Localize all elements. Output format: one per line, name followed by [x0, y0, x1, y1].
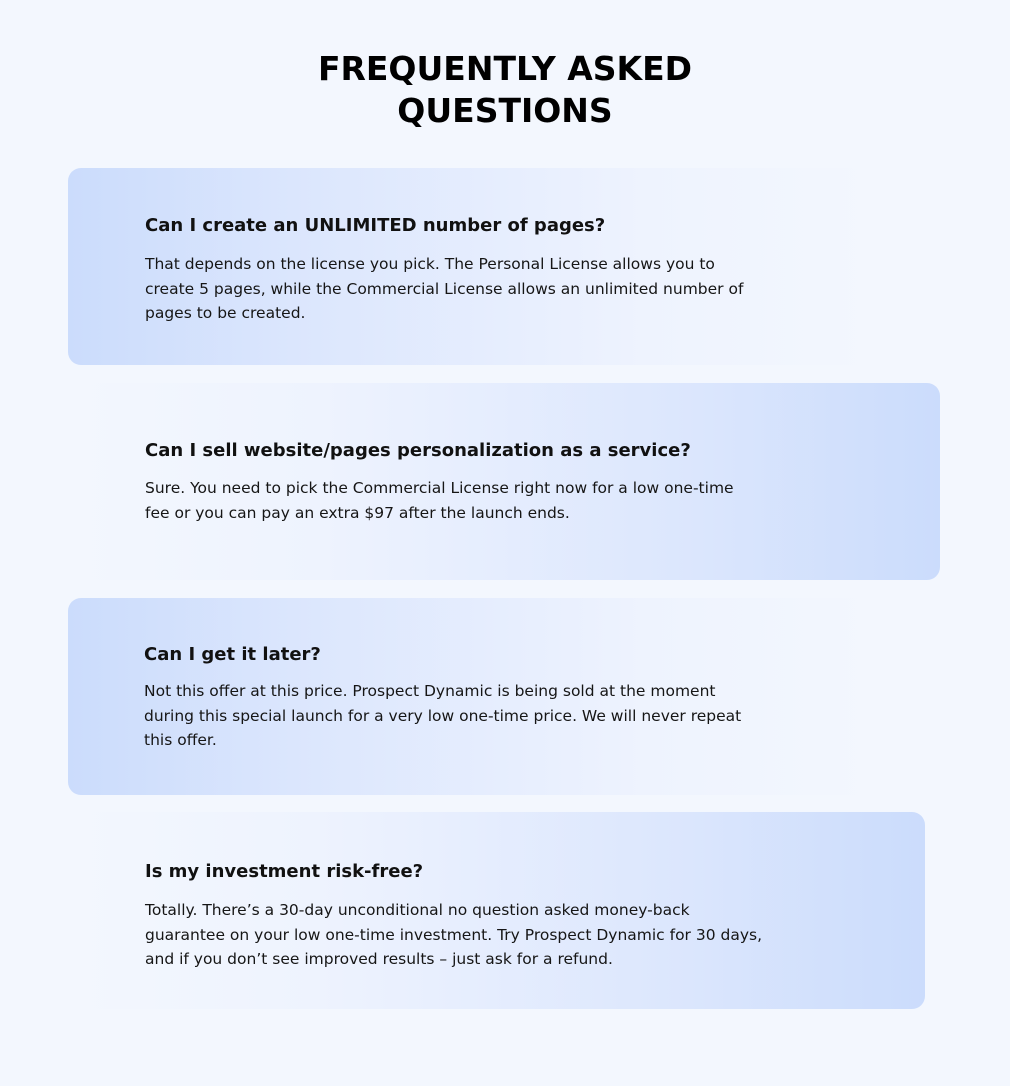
faq-answer [144, 679, 741, 753]
faq-answer-line: Sure. You need to pick the Commercial License right now for a low one-time [145, 479, 734, 497]
faq-item-unlimited-pages [68, 168, 870, 365]
faq-question: Can I create an UNLIMITED number of pages? [145, 215, 606, 236]
faq-answer-line: create 5 pages, while the Commercial License allows an unlimited number of [145, 279, 744, 298]
faq-question: Can I sell website/pages personalization as a service? [145, 440, 691, 461]
faq-answer-line: and if you don’t see improved results – just ask for a refund. [145, 950, 613, 968]
faq-question: Is my investment risk-free? [145, 861, 424, 882]
faq-answer-line: during this special launch for a very low one-time price. We will never repeat [144, 706, 742, 725]
faq-answer-line: this offer. [144, 731, 217, 749]
faq-answer-line: That depends on the license you pick. The Personal License allows you to [145, 255, 715, 273]
faq-answer-line: Totally. There’s a 30-day unconditional no question asked money-back [145, 901, 690, 919]
faq-question: Can I get it later? [144, 644, 321, 665]
faq-item-risk-free [80, 812, 925, 1009]
faq-answer [145, 252, 743, 326]
page-title [0, 48, 1010, 132]
faq-answer [145, 476, 734, 525]
faq-item-get-it-later [68, 598, 870, 795]
faq-answer-line: fee or you can pay an extra $97 after the launch ends. [145, 503, 570, 522]
faq-answer [145, 898, 762, 972]
page-title-line-1: FREQUENTLY ASKED [317, 49, 693, 88]
faq-answer-line: pages to be created. [145, 304, 306, 322]
faq-answer-line: Not this offer at this price. Prospect Dynamic is being sold at the moment [144, 682, 716, 700]
faq-answer-line: guarantee on your low one-time investment. Try Prospect Dynamic for 30 days, [145, 925, 763, 944]
page-title-line-2: QUESTIONS [397, 91, 613, 130]
faq-item-sell-as-service [80, 383, 940, 580]
